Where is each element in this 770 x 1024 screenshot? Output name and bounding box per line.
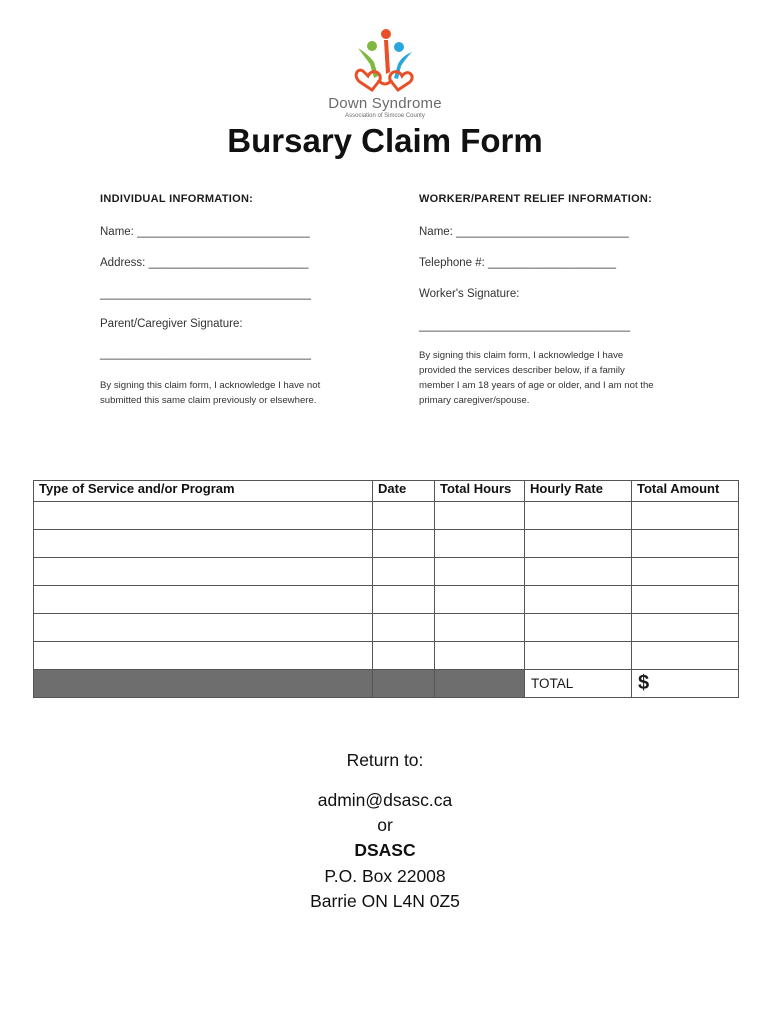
- return-city: Barrie ON L4N 0Z5: [310, 891, 460, 911]
- rate-cell[interactable]: [525, 530, 632, 558]
- date-cell[interactable]: [373, 586, 435, 614]
- hours-cell[interactable]: [435, 642, 525, 670]
- shaded-cell: [373, 670, 435, 698]
- logo: [320, 28, 450, 120]
- individual-address-line2[interactable]: _________________________________: [100, 288, 312, 300]
- claim-table: [33, 480, 739, 698]
- individual-heading: INDIVIDUAL INFORMATION:: [100, 193, 254, 205]
- date-cell[interactable]: [373, 502, 435, 530]
- shaded-cell: [34, 670, 373, 698]
- return-email[interactable]: admin@dsasc.ca: [317, 790, 453, 810]
- worker-telephone-field[interactable]: Telephone #: ____________________: [419, 257, 616, 269]
- total-row: [34, 670, 739, 698]
- parent-signature-label: Parent/Caregiver Signature:: [100, 318, 243, 330]
- table-row: [34, 614, 739, 642]
- total-amount-field[interactable]: $: [632, 670, 739, 698]
- service-cell[interactable]: [34, 614, 373, 642]
- amount-cell[interactable]: [632, 642, 739, 670]
- rate-cell[interactable]: [525, 586, 632, 614]
- amount-cell[interactable]: [632, 530, 739, 558]
- table-row: [34, 642, 739, 670]
- rate-cell[interactable]: [525, 558, 632, 586]
- col-header-service: Type of Service and/or Program: [34, 481, 373, 502]
- hours-cell[interactable]: [435, 558, 525, 586]
- service-cell[interactable]: [34, 502, 373, 530]
- parent-signature-line[interactable]: _________________________________: [100, 348, 312, 360]
- hours-cell[interactable]: [435, 502, 525, 530]
- return-org: DSASC: [354, 840, 416, 860]
- logo-figures-icon: [350, 28, 420, 96]
- worker-heading: WORKER/PARENT RELIEF INFORMATION:: [419, 193, 653, 205]
- col-header-hours: Total Hours: [435, 481, 525, 502]
- total-label: TOTAL: [525, 670, 632, 698]
- hours-cell[interactable]: [435, 530, 525, 558]
- amount-cell[interactable]: [632, 586, 739, 614]
- service-cell[interactable]: [34, 530, 373, 558]
- worker-signature-label: Worker's Signature:: [419, 288, 520, 300]
- col-header-rate: Hourly Rate: [525, 481, 632, 502]
- amount-cell[interactable]: [632, 502, 739, 530]
- logo-name: Down Syndrome: [328, 95, 442, 112]
- service-cell[interactable]: [34, 558, 373, 586]
- col-header-amount: Total Amount: [632, 481, 739, 502]
- col-header-date: Date: [373, 481, 435, 502]
- table-header-row: [34, 481, 739, 502]
- worker-acknowledgement: By signing this claim form, I acknowledge I have provided the services describer below, if a family member I am 18 years of age or older, and I am not the primary caregiver/spouse.: [419, 350, 654, 406]
- date-cell[interactable]: [373, 530, 435, 558]
- hours-cell[interactable]: [435, 614, 525, 642]
- return-or: or: [377, 815, 393, 835]
- table-row: [34, 502, 739, 530]
- individual-address-field[interactable]: Address: _________________________: [100, 257, 309, 269]
- individual-name-field[interactable]: Name: ___________________________: [100, 226, 310, 238]
- logo-subtitle: Association of Simcoe County: [345, 113, 425, 119]
- return-po-box: P.O. Box 22008: [324, 866, 446, 886]
- date-cell[interactable]: [373, 558, 435, 586]
- service-cell[interactable]: [34, 586, 373, 614]
- shaded-cell: [435, 670, 525, 698]
- date-cell[interactable]: [373, 614, 435, 642]
- service-cell[interactable]: [34, 642, 373, 670]
- rate-cell[interactable]: [525, 502, 632, 530]
- amount-cell[interactable]: [632, 614, 739, 642]
- table-row: [34, 558, 739, 586]
- rate-cell[interactable]: [525, 642, 632, 670]
- return-label: Return to:: [346, 750, 424, 770]
- page-title: Bursary Claim Form: [227, 122, 543, 159]
- table-row: [34, 586, 739, 614]
- date-cell[interactable]: [373, 642, 435, 670]
- table-row: [34, 530, 739, 558]
- hours-cell[interactable]: [435, 586, 525, 614]
- worker-name-field[interactable]: Name: ___________________________: [419, 226, 629, 238]
- amount-cell[interactable]: [632, 558, 739, 586]
- worker-signature-line[interactable]: _________________________________: [419, 320, 631, 332]
- rate-cell[interactable]: [525, 614, 632, 642]
- individual-acknowledgement: By signing this claim form, I acknowledge I have not submitted this same claim previously or elsewhere.: [100, 380, 321, 406]
